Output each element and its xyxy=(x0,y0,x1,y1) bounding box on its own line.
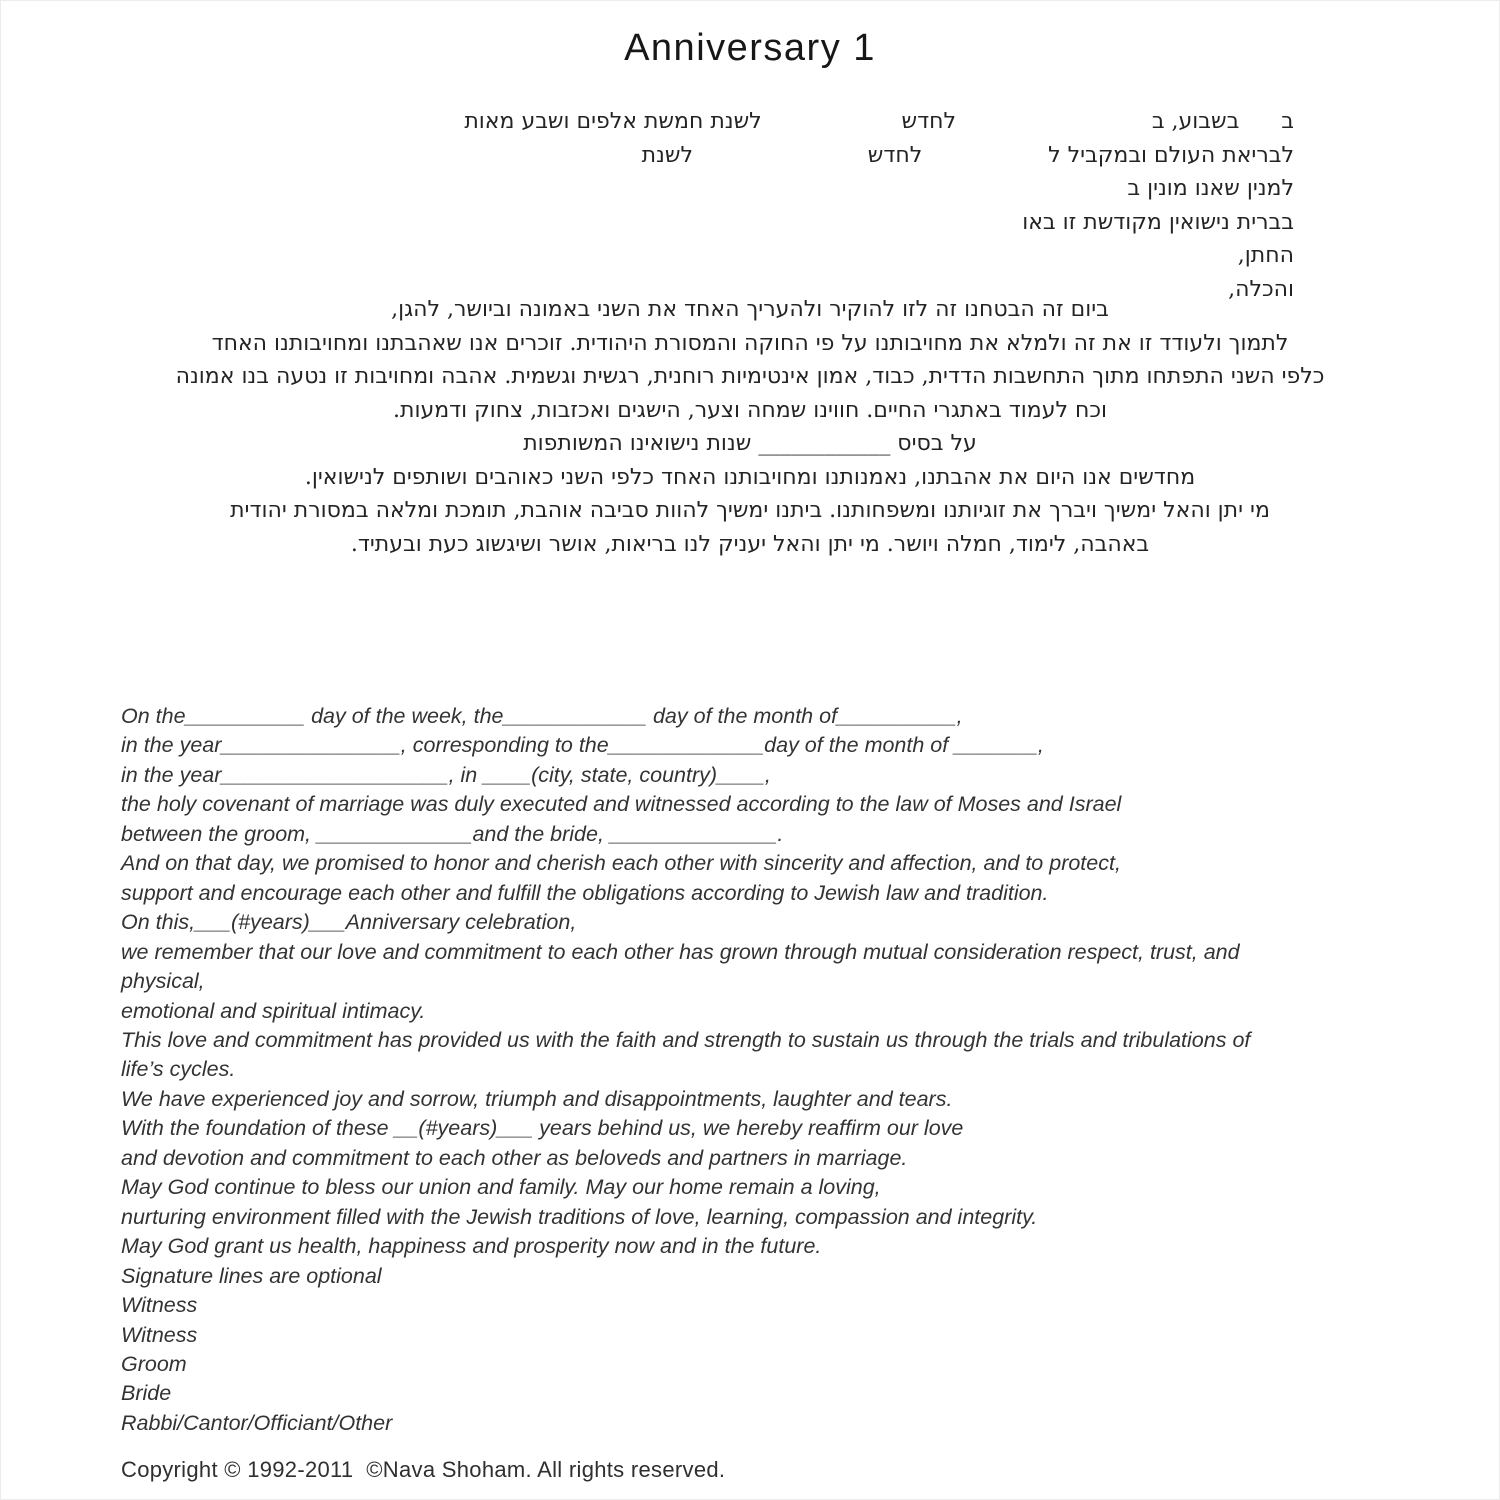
english-text-line: nurturing environment filled with the Jewish traditions of love, learning, compassion and integrity. xyxy=(121,1204,1038,1229)
hebrew-paragraph-line: כלפי השני התפתחו מתוך התחשבות הדדית, כבוד, אמון אינטימיות רוחנית, רגשית וגשמית. אהבה ומחויבות זו נטעה בנו אמונה xyxy=(175,364,1325,389)
english-text-block xyxy=(121,702,1419,1438)
english-text-line: Witness xyxy=(121,1293,198,1318)
english-text-line: With the foundation of these __(#years)___ years behind us, we hereby reaffirm our love xyxy=(121,1116,964,1141)
hebrew-paragraph-line: ביום זה הבטחנו זה לזו להוקיר ולהעריך האחד את השני באמונה וביושר, להגן, xyxy=(391,297,1109,322)
english-text-line: Signature lines are optional xyxy=(121,1263,382,1288)
english-text-line: physical, xyxy=(121,969,205,994)
hebrew-header-line: ב בשבוע, ב לחדש לשנת חמשת אלפים ושבע מאות xyxy=(464,109,1294,134)
english-text-line: support and encourage each other and fulfill the obligations according to Jewish law and tradition. xyxy=(121,880,1049,905)
hebrew-paragraph-line: מי יתן והאל ימשיך ויברך את זוגיותנו ומשפחותנו. ביתנו ימשיך להוות סביבה אוהבת, תומכת ומלאה במסורת יהודית xyxy=(230,498,1270,523)
english-text-line: the holy covenant of marriage was duly executed and witnessed according to the law of Moses and Israel xyxy=(121,792,1122,817)
hebrew-paragraph-line: על בסיס ____________ שנות נישואינו המשותפות xyxy=(523,431,977,456)
english-text-line: and devotion and commitment to each other as beloveds and partners in marriage. xyxy=(121,1145,908,1170)
hebrew-paragraph-line: לתמוך ולעודד זו את זה ולמלא את מחויבותנו על פי החוקה והמסורת היהודית. זוכרים אנו שאהבתנו ומחויבותנו האחד xyxy=(211,330,1289,356)
copyright-notice: Copyright © 1992-2011 ©Nava Shoham. All rights reserved. xyxy=(121,1457,726,1482)
english-text-line: in the year_______________, corresponding to the_____________day of the month of _______, xyxy=(121,733,1044,758)
hebrew-paragraph-block xyxy=(1,293,1499,561)
hebrew-paragraph-line: וכח לעמוד באתגרי החיים. חווינו שמחה וצער, הישגים ואכזבות, צחוק ודמעות. xyxy=(393,397,1107,423)
english-text-line: Rabbi/Cantor/Officiant/Other xyxy=(121,1410,393,1435)
english-text-line: between the groom, _____________and the bride, ______________. xyxy=(121,821,784,846)
english-text-line: May God grant us health, happiness and prosperity now and in the future. xyxy=(121,1234,822,1259)
hebrew-header-line: למנין שאנו מונין ב xyxy=(1127,176,1294,201)
english-text-line: in the year___________________, in ____(city, state, country)____, xyxy=(121,762,771,787)
english-text-line: May God continue to bless our union and family. May our home remain a loving, xyxy=(121,1175,881,1200)
english-text-line: we remember that our love and commitment to each other has grown through mutual consideration respect, trust, and xyxy=(121,939,1240,964)
hebrew-header-line: והכלה, xyxy=(1228,276,1294,302)
english-text-line: And on that day, we promised to honor and cherish each other with sincerity and affection, and to protect, xyxy=(121,851,1121,876)
english-text-line: Witness xyxy=(121,1322,198,1347)
hebrew-header-line: לבריאת העולם ובמקביל ל לחדש לשנת xyxy=(641,142,1294,168)
english-text-line: On the__________ day of the week, the____________ day of the month of__________, xyxy=(121,704,963,728)
english-text-line: Groom xyxy=(121,1351,187,1376)
hebrew-header-block xyxy=(464,105,1294,306)
hebrew-paragraph-line: באהבה, לימוד, חמלה ויושר. מי יתן והאל יעניק לנו בריאות, אושר ושיגשוג כעת ובעתיד. xyxy=(350,531,1150,557)
english-text-line: Bride xyxy=(121,1381,172,1406)
hebrew-paragraph-line: מחדשים אנו היום את אהבתנו, נאמנותנו ומחויבותנו האחד כלפי השני כאוהבים ושותפים לנישואין. xyxy=(304,464,1196,490)
hebrew-header-line: בברית נישואין מקודשת זו באו xyxy=(1022,209,1294,235)
page-title: Anniversary 1 xyxy=(624,27,876,69)
hebrew-header-line: החתן, xyxy=(1237,243,1294,268)
english-text-line: On this,___(#years)___Anniversary celebration, xyxy=(121,910,577,935)
english-text-line: We have experienced joy and sorrow, triumph and disappointments, laughter and tears. xyxy=(121,1086,953,1111)
english-text-line: emotional and spiritual intimacy. xyxy=(121,998,426,1023)
english-text-line: life’s cycles. xyxy=(121,1057,236,1082)
english-text-line: This love and commitment has provided us with the faith and strength to sustain us through the trials and tribulations of xyxy=(121,1027,1251,1052)
